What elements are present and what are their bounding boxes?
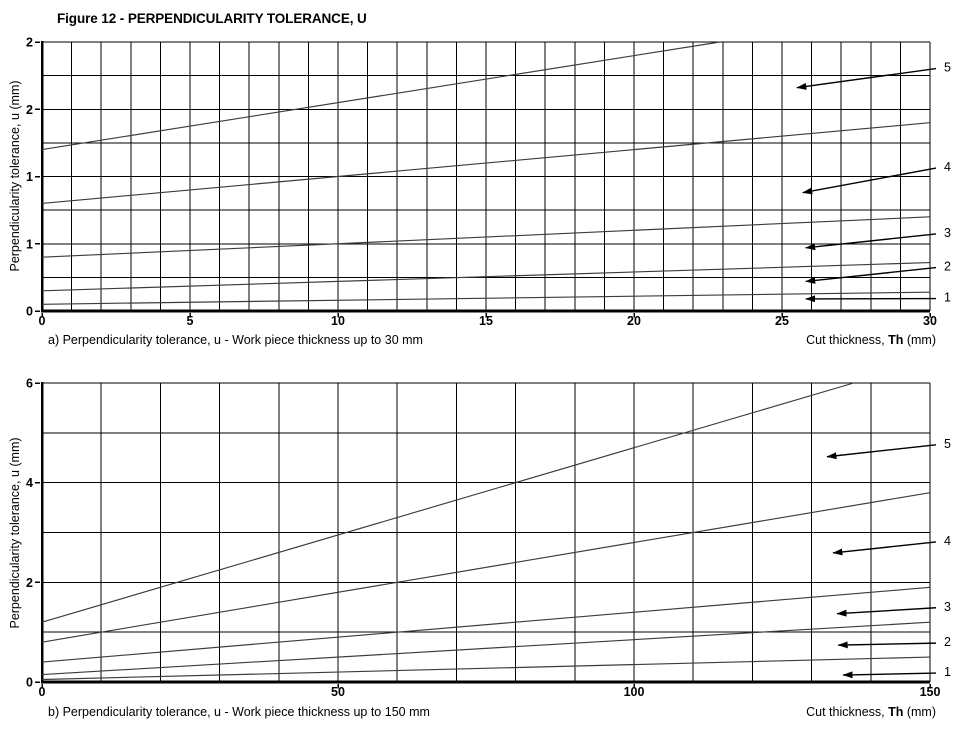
figure-title: Figure 12 - PERPENDICULARITY TOLERANCE, U	[57, 11, 367, 26]
xlabel-a-suffix: (mm)	[903, 333, 936, 347]
series-line-5	[42, 383, 854, 622]
y-tick-label: 0	[26, 675, 33, 690]
annotation-arrow-4	[833, 542, 936, 553]
x-tick-label: 25	[775, 314, 789, 328]
annotation-label-2: 2	[944, 635, 951, 650]
axes-b	[35, 382, 930, 689]
series-line-2	[42, 622, 930, 674]
annotation-arrow-3	[837, 608, 936, 614]
grid-b	[42, 383, 930, 682]
x-tick-label: 0	[38, 314, 46, 328]
x-tick-label: 15	[479, 314, 493, 328]
annotation-label-1: 1	[944, 665, 951, 680]
annotation-label-1: 1	[944, 290, 951, 305]
annotation-label-5: 5	[944, 436, 951, 451]
xlabel-b-bold: Th	[888, 705, 904, 719]
chart-a-caption: a) Perpendicularity tolerance, u - Work piece thickness up to 30 mm	[48, 333, 423, 347]
annotation-label-3: 3	[944, 599, 951, 614]
x-tick-label: 0	[38, 685, 46, 699]
x-tick-label: 5	[186, 314, 194, 328]
xlabel-b-prefix: Cut thickness,	[806, 705, 889, 719]
chart-b-xlabel	[806, 705, 936, 719]
annotation-label-5: 5	[944, 60, 951, 75]
y-tick-label: 2	[26, 575, 33, 590]
annotation-arrow-1	[843, 673, 936, 675]
xlabel-b-suffix: (mm)	[903, 705, 936, 719]
series-line-1	[42, 657, 930, 679]
xlabel-a-prefix: Cut thickness,	[806, 333, 889, 347]
annotation-label-2: 2	[944, 259, 951, 274]
y-tick-label: 1	[26, 170, 33, 184]
x-tick-label: 10	[331, 314, 345, 328]
y-tick-label: 2	[26, 102, 33, 117]
annotation-arrow-5	[827, 445, 936, 457]
chart-b-ylabel: Perpendicularity tolerance, u (mm)	[8, 437, 22, 629]
series-line-4	[42, 493, 930, 643]
y-tick-label: 6	[26, 376, 33, 391]
y-tick-label: 0	[26, 304, 33, 319]
chart-a-xlabel	[806, 333, 936, 347]
series-line-3	[42, 587, 930, 662]
y-tick-label: 2	[26, 35, 33, 50]
y-tick-label: 1	[26, 237, 33, 252]
chart-b-caption: b) Perpendicularity tolerance, u - Work piece thickness up to 150 mm	[48, 705, 430, 719]
y-tick-label: 4	[26, 476, 33, 491]
x-tick-label: 100	[623, 685, 645, 699]
annotation-label-4: 4	[944, 533, 951, 548]
annotation-label-3: 3	[944, 225, 951, 240]
x-tick-label: 50	[331, 685, 345, 699]
annotation-arrow-2	[838, 643, 936, 645]
x-tick-label: 20	[627, 314, 641, 328]
chart-a-ylabel: Perpendicularity tolerance, u (mm)	[8, 80, 22, 272]
x-tick-label: 150	[919, 685, 941, 699]
x-tick-label: 30	[923, 314, 937, 328]
xlabel-a-bold: Th	[888, 333, 904, 347]
annotation-label-4: 4	[944, 160, 951, 175]
